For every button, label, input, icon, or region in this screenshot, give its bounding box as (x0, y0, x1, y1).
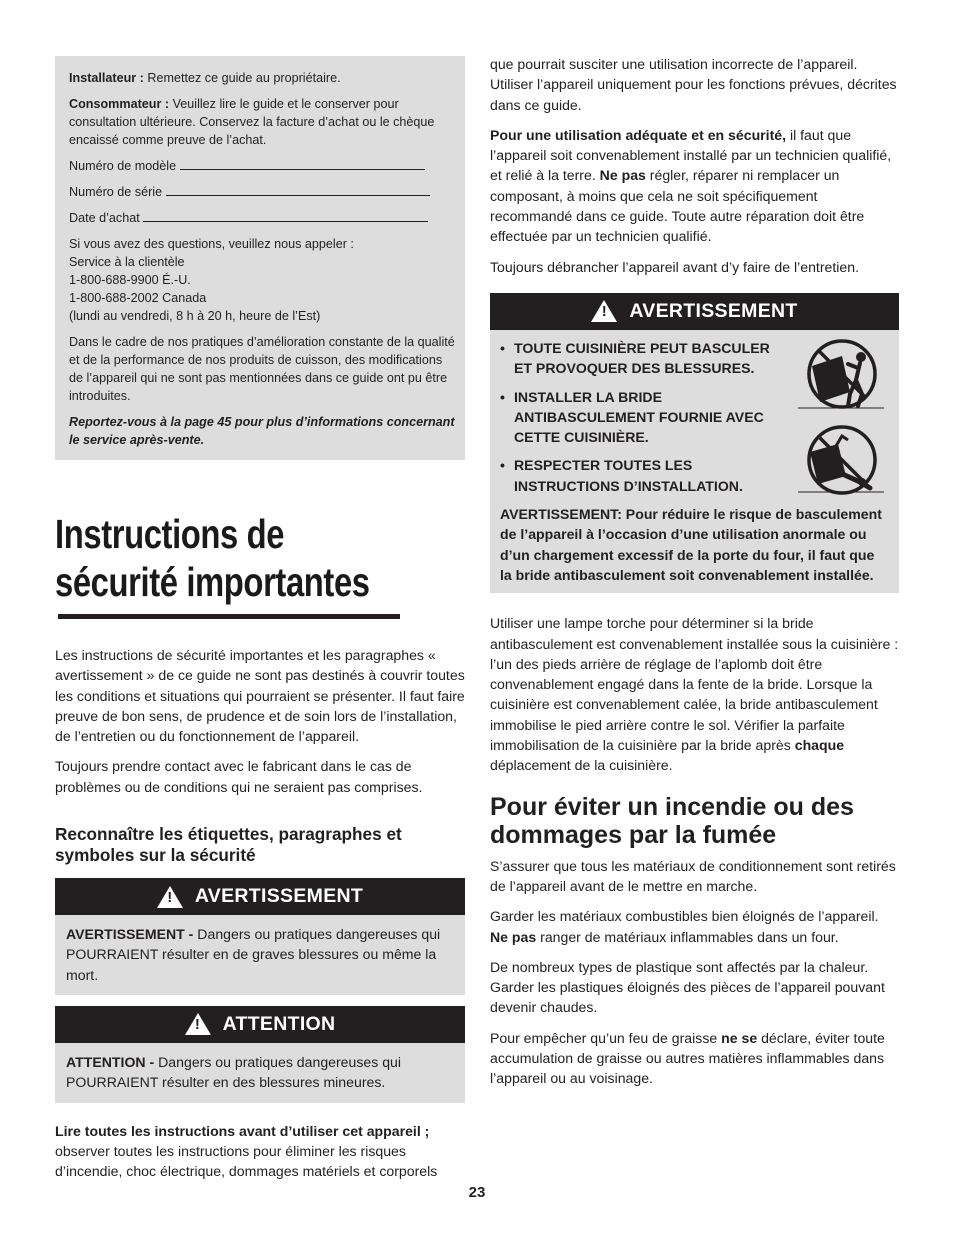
installer-text: Remettez ce guide au propriétaire. (147, 71, 341, 85)
model-number-field: Numéro de modèle (69, 157, 455, 175)
caution-definition-box (55, 1006, 465, 1103)
service-hours: (lundi au vendredi, 8 h à 20 h, heure de l’Est) (69, 309, 321, 323)
warning-triangle-icon: ! (185, 1013, 211, 1035)
phone-canada: 1-800-688-2002 Canada (69, 291, 207, 305)
serial-number-field: Numéro de série (69, 183, 455, 201)
page-number: 23 (468, 1184, 486, 1201)
consumer-label: Consommateur : (69, 97, 170, 111)
refer-text: Reportez-vous à la page 45 pour plus d’informations concernant le service après-vente. (69, 415, 455, 447)
right-column (490, 54, 899, 1099)
anti-tip-warning-banner: ! AVERTISSEMENT (490, 293, 899, 330)
right-intro-text: que pourrait susciter une utilisation incorrecte de l’appareil. Utiliser l’appareil uniquement pour les fonctions prévues, décrites dans ce guide. Pour une utilisation adéquate et en sécurité, il faut que l’appareil soit convenablement installé par un technicien qualifié, et relié à la terre. Ne pas régler, réparer ni remplacer un composant, à moins que cela ne soit spécifiquement recommandé dans ce guide. Toute autre réparation doit être effectuée par un technicien qualifié. Toujours débrancher l’appareil avant d’y faire de l’entretien. (490, 56, 897, 275)
warning-triangle-icon: ! (591, 300, 617, 322)
caution-banner: ! ATTENTION (55, 1006, 465, 1043)
list-item: • INSTALLER LA BRIDE ANTIBASCULEMENT FOURNIE AVEC CETTE CUISINIÈRE. (500, 388, 764, 446)
list-item: • TOUTE CUISINIÈRE PEUT BASCULER ET PROVOQUER DES BLESSURES. (500, 339, 770, 377)
climbing-on-door-prohibited-icon (798, 422, 884, 498)
warning-definition-panel: AVERTISSEMENT - Dangers ou pratiques dangereuses qui POURRAIENT résulter en de graves blessures ou même la mort. (55, 915, 465, 995)
anti-tip-warning-box (490, 293, 899, 593)
warning-banner: ! AVERTISSEMENT (55, 878, 465, 915)
purchase-date-field: Date d’achat (69, 209, 455, 227)
consumer-text: Veuillez lire le guide et le conserver pour consultation ultérieure. Conservez la facture d’achat ou le chèque encaissé comme preuve de l’achat. (69, 97, 435, 147)
list-item: • RESPECTER TOUTES LES INSTRUCTIONS D’INSTALLATION. (500, 457, 743, 494)
anti-tip-warning-list (490, 330, 899, 593)
warning-triangle-icon: ! (157, 886, 183, 908)
owner-info-box (55, 56, 465, 460)
fire-text: S’assurer que tous les matériaux de conditionnement sont retirés de l’appareil avant de le mettre en marche. Garder les matériaux combustibles bien éloignés de l’appareil. Ne pas ranger de matériaux inflammables dans un four. De nombreux types de plastique sont affectés par la chaleur. Garder les plastiques éloignés des pièces de l’appareil pouvant devenir chaudes. Pour empêcher qu’un feu de graisse ne se déclare, éviter toute accumulation de graisse ou autres matières inflammables dans l’appareil ou au voisinage. (490, 857, 896, 1087)
intro-text: Les instructions de sécurité importantes et les paragraphes « avertissement » de ce guide ne sont pas destinés à couvrir toutes les conditions et situations qui pourraient se présenter. Il faut faire preuve de bon sens, de prudence et de soin lors de l’installation, de l’entretien ou du fonctionnement de l’appareil. Toujours prendre contact avec le fabricant dans le cas de problèmes ou de conditions qui ne seraient pas comprises. (55, 647, 465, 795)
anti-tip-final-warning: AVERTISSEMENT: Pour réduire le risque de basculement de l’appareil à l’occasion d’une utilisation anormale ou d’un chargement excessif de la porte du four, il faut que la bride antibasculement soit convenablement installée. (500, 506, 882, 583)
title-underline (58, 614, 400, 619)
fire-heading: Pour éviter un incendie ou des dommages par la fumée (490, 792, 854, 850)
purchase-date-line (143, 209, 428, 222)
tipping-range-prohibited-icon (798, 336, 884, 412)
left-column (55, 56, 465, 1191)
read-instructions-text: Lire toutes les instructions avant d’utiliser cet appareil ; observer toutes les instructions pour éliminer les risques d’incendie, choc électrique, dommages matériels et corporels (55, 1122, 438, 1180)
page-title: Instructions de sécurité importantes (55, 511, 370, 605)
caution-definition-panel: ATTENTION - Dangers ou pratiques dangereuses qui POURRAIENT résulter en des blessures mineures. (55, 1043, 465, 1103)
flashlight-text: Utiliser une lampe torche pour déterminer si la bride antibasculement est convenablement installée sous la cuisinière : l’un des pieds arrière de réglage de l’aplomb doit être convenablement engagé dans la fente de la bride. Lorsque la cuisinière est convenablement calée, la bride antibasculement immobilise le pied arrière contre le sol. Vérifier la parfaite immobilisation de la cuisinière par la bride après chaque déplacement de la cuisinière. (490, 615, 899, 774)
labels-heading: Reconnaître les étiquettes, paragraphes et symboles sur la sécurité (55, 824, 402, 866)
improvement-text: Dans le cadre de nos pratiques d’amélioration constante de la qualité et de la performance de nos produits de cuisson, des modifications de l’appareil qui ne sont pas mentionnées dans ce guide ont pu être introduites. (69, 335, 455, 403)
serial-number-line (166, 183, 430, 196)
phone-us: 1-800-688-9900 É.-U. (69, 273, 191, 287)
warning-definition-box (55, 878, 465, 995)
model-number-line (180, 157, 425, 170)
installer-label: Installateur : (69, 71, 144, 85)
contact-info: Si vous avez des questions, veuillez nous appeler : Service à la clientèle 1-800-688-9900 É.-U. 1-800-688-2002 Canada (lundi au vendredi, 8 h à 20 h, heure de l’Est) (69, 237, 354, 323)
